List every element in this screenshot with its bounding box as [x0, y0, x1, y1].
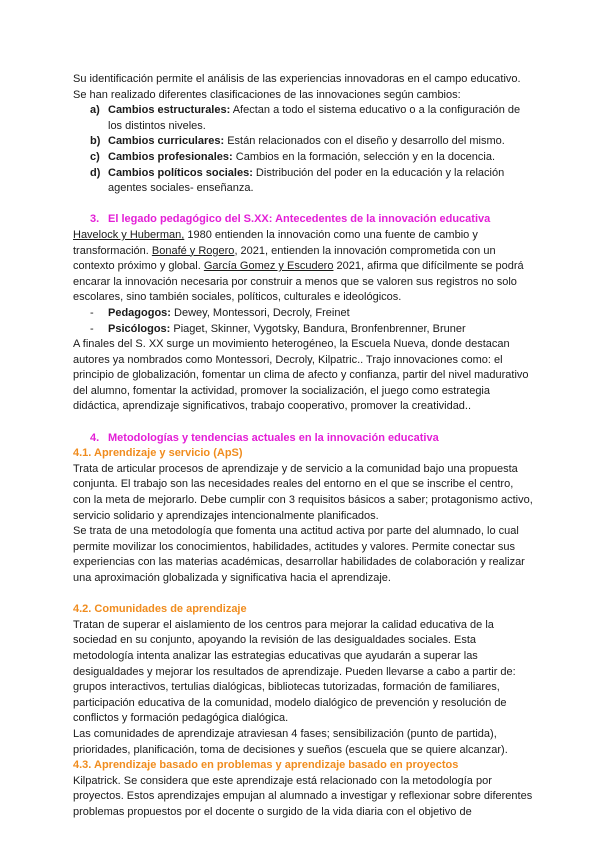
change-text: Están relacionados con el diseño y desarrollo del mismo. [224, 135, 505, 148]
document-body [73, 72, 533, 821]
change-text: Cambios en la formación, selección y en la docencia. [232, 150, 496, 163]
reference-bonafe: Bonafé y Rogero [151, 244, 235, 257]
list-marker: c) [90, 150, 100, 163]
change-title: Cambios estructurales: [108, 104, 231, 117]
change-item [73, 103, 533, 134]
section-3-title: El legado pedagógico del S.XX: Antecedentes de la innovación educativa [108, 213, 491, 226]
change-title: Cambios profesionales: [108, 150, 233, 163]
change-text: Distribución del poder en la educación y la relación agentes sociales- enseñanza. [108, 166, 505, 195]
list-marker: d) [90, 166, 101, 179]
subsection-4-2-paragraph-1: Tratan de superar el aislamiento de los centros para mejorar la calidad educativa de la sociedad en su conjunto, apoyando la revisión de las desigualdades sociales. Esta metodología intenta analizar las estrategias educativas que ayudarán a superar las desigualdades y mejorar los resultados de aprendizaje. Pueden llevarse a cabo a partir de: grupos interactivos, tertulias dialógicas, bibliotecas tutorizadas, formación de familiares, participación educativa de la comunidad, modelo dialógico de prevención y resolución de conflictos y formación pedagógica dialógica. [73, 618, 516, 725]
subsection-4-1-paragraph-2: Se trata de una metodología que fomenta una actitud activa por parte del alumnado, lo cual permite movilizar los conocimientos, habilidades, actitudes y valores. Permite conectar sus experiencias con las materias académicas, desarrollar habilidades de colaboración y realizar una aproximación globalizada y significativa hacia el aprendizaje. [73, 525, 525, 584]
authors-item-psicologos: - Psicólogos: Piaget, Skinner, Vygotsky, Bandura, Bronfenbrenner, Bruner [73, 322, 533, 338]
change-item [73, 134, 533, 150]
authors-list [73, 306, 533, 337]
list-marker: b) [90, 135, 101, 148]
section-3-heading [73, 212, 533, 228]
intro-line-2: Se han realizado diferentes clasificaciones de las innovaciones según cambios: [73, 88, 461, 101]
list-marker: a) [90, 104, 100, 117]
change-item [73, 150, 533, 166]
section-4-heading [73, 431, 533, 447]
change-text: Afectan a todo el sistema educativo o a la configuración de los distintos niveles. [108, 104, 521, 132]
change-title: Cambios políticos sociales: [108, 166, 253, 179]
section-4-number: 4. [90, 431, 100, 444]
subsection-4-1-heading: 4.1. Aprendizaje y servicio (ApS) [73, 447, 243, 460]
reference-garcia: García Gomez y Escudero [203, 260, 334, 273]
subsection-4-2-heading: 4.2. Comunidades de aprendizaje [73, 603, 247, 616]
subsection-4-3-heading: 4.3. Aprendizaje basado en problemas y aprendizaje basado en proyectos [73, 759, 459, 772]
changes-list [73, 103, 533, 197]
section-3-number: 3. [90, 213, 100, 226]
authors-item-pedagogos: - Pedagogos: Dewey, Montessori, Decroly, Freinet [73, 306, 533, 322]
list-marker: - [90, 322, 94, 335]
section-4-title: Metodologías y tendencias actuales en la innovación educativa [108, 431, 439, 444]
list-marker: - [90, 306, 94, 319]
section-3-paragraph-2: A finales del S. XX surge un movimiento heterogéneo, la Escuela Nueva, donde destacan autores ya nombrados como Montessori, Decroly, Kilpatric.. Trajo innovaciones como: el principio de globalización, fomentar un clima de afecto y confianza, partir del nivel madurativo del alumno, fomentar la actividad, promover la socialización, el juego como estrategia didáctica, aprendizaje significativos, trabajo cooperativo, promover la creatividad.. [73, 338, 529, 413]
section-3-paragraph-1: Havelock y Huberman, 1980 entienden la innovación como una fuente de cambio y transformación. Bonafé y Rogero, 2021, entienden la innovación comprometida con un contexto próximo y global. García Gomez y Escudero 2021, afirma que difícilmente se podrá encarar la innovación necesaria por construir a menos que se valoren sus registros no solo escolares, sino también sociales, políticos, culturales e ideológicos. [73, 228, 524, 304]
subsection-4-3-paragraph-1: Kilpatrick. Se considera que este aprendizaje está relacionado con la metodología por proyectos. Estos aprendizajes empujan al alumnado a investigar y reflexionar sobre diferentes problemas propuestos por el docente o surgido de la vida diaria con el objetivo de [73, 774, 533, 818]
reference-havelock: Havelock y Huberman, [73, 228, 185, 241]
intro-line-1: Su identificación permite el análisis de las experiencias innovadoras en el campo educativo. [73, 73, 521, 85]
change-item [73, 166, 533, 197]
subsection-4-1-paragraph-1: Trata de articular procesos de aprendizaje y de servicio a la comunidad bajo una propuesta conjunta. El trabajo son las necesidades reales del entorno en el que se inscribe el centro, con la meta de mejorarlo. Debe cumplir con 3 requisitos básicos a saber; protagonismo activo, servicio solidario y aprendizajes intencionalmente planificados. [73, 462, 533, 522]
change-title: Cambios curriculares: [108, 135, 225, 148]
subsection-4-2-paragraph-2: Las comunidades de aprendizaje atraviesan 4 fases; sensibilización (punto de partida), prioridades, planificación, toma de decisiones y sueños (escuela que se quiere alcanzar). [73, 727, 508, 756]
